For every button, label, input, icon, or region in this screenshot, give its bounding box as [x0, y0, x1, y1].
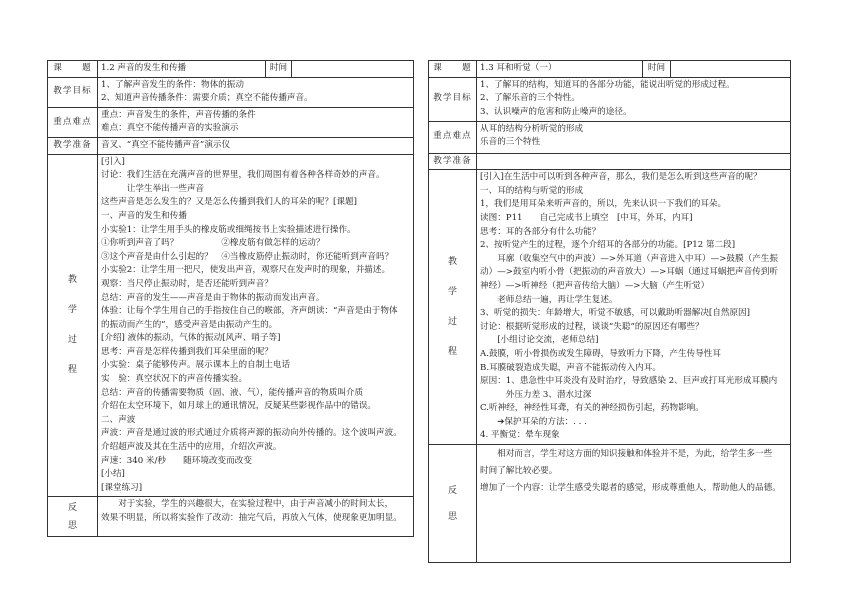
- left-time-label: 时间: [266, 61, 292, 78]
- process-line: 声速：340 米/秒 随环境改变而改变: [101, 455, 252, 466]
- left-keypoint-line: 难点：真空不能传播声音的实验演示: [101, 123, 239, 134]
- process-line: 实 验：真空状况下的声音传播实验。: [101, 374, 248, 385]
- process-line: 这些声音是怎么发生的？又是怎么传播到我们人的耳朵的呢？[课题]: [101, 197, 357, 208]
- process-line: 小实验2：让学生用一把尺，使发出声音，观察尺在发声时的现象，并描述。: [101, 265, 391, 276]
- left-goals: [98, 77, 414, 107]
- process-line: ③这个声音是由什么引起的？ ④当橡皮筋停止振动时，你还能听到声音吗？: [101, 251, 394, 262]
- process-line: 介绍在太空环境下，如月球上的通讯情况，反疑某些影视作品中的错误。: [101, 401, 377, 412]
- process-line: 小实验1：让学生用手头的橡皮筋或细绳按书上实验描述进行操作。: [101, 224, 356, 235]
- process-line: [小结]: [101, 469, 125, 480]
- right-keypoints: [477, 121, 791, 153]
- process-line: [小组讨论交流，老师总结]: [480, 335, 599, 346]
- reflection-line: 相对而言，学生对这方面的知识接触和体验并不是，为此，给学生多一些: [480, 449, 773, 460]
- process-line: 原因：1、患急性中耳炎没有及时治疗，导致感染 2、巨声或打耳光形成耳膜内: [480, 376, 778, 387]
- right-lesson-table: [428, 60, 791, 563]
- left-lesson-page: [47, 60, 413, 537]
- label-char: 思: [67, 520, 77, 531]
- right-prep-label: 教学准备: [429, 153, 477, 170]
- label-char: 程: [67, 365, 77, 376]
- left-keypoints-label: 重点难点: [48, 107, 98, 137]
- process-line: 动）—>鼓室内听小骨（把振动的声音放大）—>耳蜗（通过耳蜗把声音传到听: [480, 267, 778, 278]
- right-goals: [477, 77, 791, 121]
- reflection-line: 时间了解比较必要。: [480, 466, 558, 477]
- right-lesson-page: [428, 60, 790, 563]
- process-line: 让学生举出一些声音: [101, 183, 205, 194]
- right-goal-line: 2、了解乐音的三个特性。: [480, 93, 580, 104]
- left-topic-value: 1.2 声音的发生和传播: [98, 61, 266, 78]
- left-reflection-content: [98, 497, 414, 537]
- label-char: 反: [447, 485, 457, 496]
- left-reflection-label: [48, 497, 98, 537]
- process-line: 介绍超声波及其在生活中的应用，介绍次声波。: [101, 442, 282, 453]
- right-keypoint-line: 从耳的结构分析听觉的形成: [480, 123, 584, 134]
- right-prep-value: [477, 153, 791, 170]
- process-line: 一、耳的结构与听觉的形成: [480, 185, 584, 196]
- process-line: 总结：声音的传播需要物质（固、液、气），能传播声音的物质叫介质: [101, 387, 364, 398]
- right-process-content: [477, 170, 791, 445]
- process-line: 1，我们是用耳朵来听声音的，所以，先来认识一下我们的耳朵。: [480, 199, 727, 210]
- process-line: 思考：声音是怎样传播到我们耳朵里面的呢？: [101, 346, 273, 357]
- right-time-value: [671, 61, 791, 78]
- process-line: [引入]在生活中可以听到各种声音，那么，我们是怎么听到这些声音的呢？: [480, 172, 762, 183]
- label-char: 程: [447, 347, 457, 358]
- process-line: [课堂练习]: [101, 482, 143, 493]
- process-line: 体验：让每个学生用自己的手指按住自己的喉部，齐声朗读：“声音是由于物体: [101, 306, 398, 317]
- right-topic-value: 1.3 耳和听觉（一）: [477, 61, 643, 78]
- process-line: 外压力差 3、潜水过深: [480, 389, 592, 400]
- left-keypoints: [98, 107, 414, 137]
- left-keypoint-line: 重点：声音发生的条件，声音传播的条件: [101, 109, 256, 120]
- process-line: B.耳膜破裂造成失聪，声音不能振动传入内耳。: [480, 362, 661, 373]
- process-line: A.鼓膜，听小骨损伤或发生障碍，导致听力下降，产生传导性耳: [480, 348, 721, 359]
- process-line: 一、声音的发生和传播: [101, 210, 187, 221]
- process-line: ①你听到声音了吗？ ②橡皮筋有做怎样的运动？: [101, 238, 325, 249]
- left-prep-value: 音叉、“真空不能传播声音”演示仪: [98, 137, 414, 154]
- process-line: [引入]: [101, 156, 125, 167]
- label-char: 学: [447, 287, 457, 298]
- process-line: 总结：声音的发生——声音是由于物体的振动而发出声音。: [101, 292, 325, 303]
- right-goal-line: 1、了解耳的结构，知道耳的各部分功能，能说出听觉的形成过程。: [480, 79, 735, 90]
- process-line: 讨论：我们生活在充满声音的世界里，我们周围有着各种各样奇妙的声音。: [101, 170, 385, 181]
- process-line: 读图：P11 自己完成书上填空 [中耳，外耳，内耳]: [480, 212, 693, 223]
- label-char: 过: [67, 335, 77, 346]
- right-keypoints-label: 重点难点: [429, 121, 477, 153]
- process-line: [介绍] 液体的振动，气体的振动[风声、哨子等]: [101, 333, 281, 344]
- process-line: C.听神经，神经性耳聋，有关的神经损伤引起，药物影响。: [480, 403, 704, 414]
- label-char: 思: [447, 511, 457, 522]
- label-char: 教: [447, 257, 457, 268]
- right-keypoint-line: 乐音的三个特性: [480, 137, 541, 148]
- process-line: 耳廓（收集空气中的声波）—>外耳道（声音进入中耳）—>鼓膜（产生振: [480, 253, 778, 264]
- right-goals-label: 教学目标: [429, 77, 477, 121]
- label-char: 学: [67, 305, 77, 316]
- right-topic-label: 课 题: [429, 61, 477, 78]
- right-goal-line: 3、认识噪声的危害和防止噪声的途径。: [480, 106, 632, 117]
- right-reflection-content: [477, 445, 791, 563]
- left-time-value: [292, 61, 414, 78]
- label-char: 教: [67, 275, 77, 286]
- process-line: 声波：声音是通过波的形式通过介质将声源的振动向外传播的。这个波叫声波。: [101, 428, 402, 439]
- left-prep-label: 教学准备: [48, 137, 98, 154]
- reflection-line: 对于实验，学生的兴趣很大，在实验过程中，由于声音减小的时间太长，: [101, 499, 394, 510]
- left-lesson-table: [47, 60, 414, 537]
- process-line: 4. 平衡觉：晕车现象: [480, 430, 560, 441]
- left-process-label: [48, 154, 98, 497]
- right-time-label: 时间: [643, 61, 671, 78]
- right-reflection-label: [429, 445, 477, 563]
- label-char: 过: [447, 317, 457, 328]
- left-goal-line: 1、了解声音发生的条件：物体的振动: [101, 79, 244, 90]
- process-line: ➔保护耳朵的方法：. . .: [480, 416, 587, 427]
- process-line: 的振动而产生的”，感受声音是由振动产生的。: [101, 319, 278, 330]
- process-line: 老师总结一遍，再让学生复述。: [480, 294, 618, 305]
- process-line: 神经）—>听神经（把声音传给大脑）—>大脑（产生听觉）: [480, 280, 710, 291]
- process-line: 二、声波: [101, 414, 136, 425]
- label-char: 反: [67, 502, 77, 513]
- process-line: 讨论：根据听觉形成的过程，谈谈“失聪”的原因还有哪些？: [480, 321, 704, 332]
- reflection-line: 效果不明显，所以将实验作了改动：抽完气后，再放入气体，使现象更加明显。: [101, 513, 402, 523]
- left-topic-label: 课 题: [48, 61, 98, 78]
- left-process-content: [98, 154, 414, 497]
- process-line: 3、听觉的损失：年龄增大，听觉不敏感，可以戴助听器解决[自然原因]: [480, 308, 750, 319]
- process-line: 2、按听觉产生的过程，逐个介绍耳的各部分的功能。[P12 第二段]: [480, 240, 736, 251]
- left-goal-line: 2、知道声音传播条件：需要介质；真空不能传播声音。: [101, 93, 313, 104]
- process-line: 观察：当尺停止振动时，是否还能听到声音？: [101, 278, 273, 289]
- process-line: 思考：耳的各部分有什么功能？: [480, 226, 601, 237]
- reflection-line: 增加了一个内容：让学生感受失聪者的感觉，形成尊重他人，帮助他人的品德。: [480, 483, 781, 494]
- left-goals-label: 教学目标: [48, 77, 98, 107]
- right-process-label: [429, 170, 477, 445]
- process-line: 小实验：桌子能够传声。展示课本上的自制土电话: [101, 360, 291, 371]
